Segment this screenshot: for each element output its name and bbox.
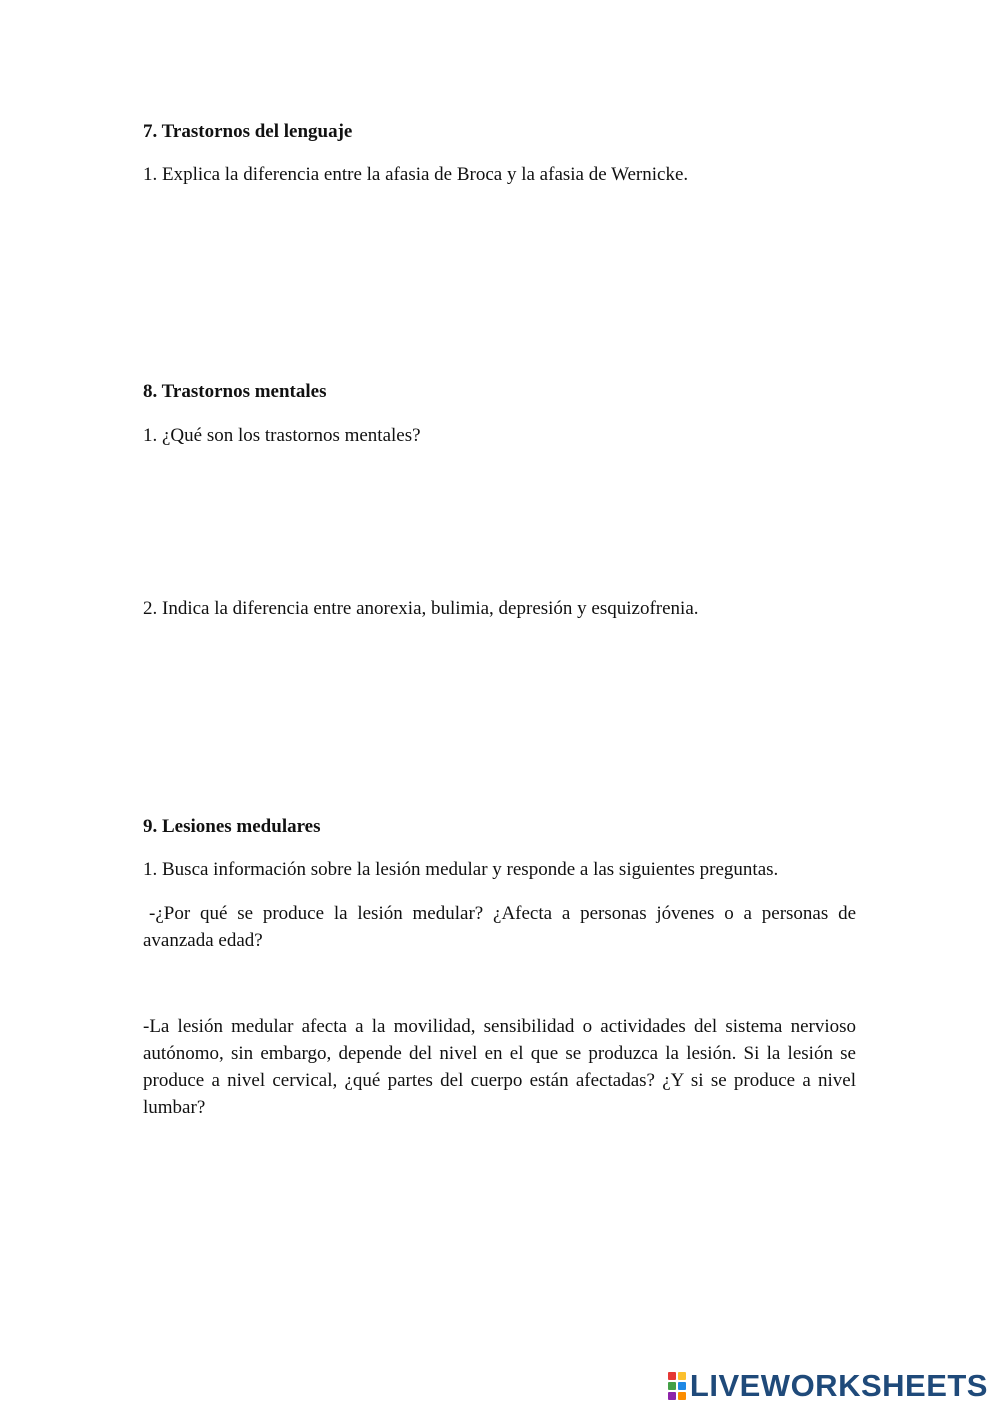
section-8-question-1: 1. ¿Qué son los trastornos mentales?	[143, 425, 421, 446]
logo-square	[668, 1382, 676, 1390]
section-9-question-1a: -¿Por qué se produce la lesión medular? ¿Afecta a personas jóvenes o a personas de avanzada edad?	[143, 903, 856, 951]
section-9-title: 9. Lesiones medulares	[143, 816, 321, 837]
section-9-question-1b: -La lesión medular afecta a la movilidad, sensibilidad o actividades del sistema nervioso autónomo, sin embargo, depende del nivel en el que se produzca la lesión. Si la lesión se produce a nivel cervical, ¿qué partes del cuerpo están afectadas? ¿Y si se produce a nivel lumbar?	[143, 1016, 856, 1118]
logo-square	[678, 1382, 686, 1390]
section-8-answer-area-1[interactable]	[143, 456, 856, 586]
section-8-title: 8. Trastornos mentales	[143, 381, 327, 402]
logo-square	[668, 1372, 676, 1380]
liveworksheets-wordmark: LIVEWORKSHEETS	[689, 1368, 988, 1403]
section-9-question-1: 1. Busca información sobre la lesión medular y responde a las siguientes preguntas.	[143, 859, 779, 880]
section-8-answer-area-2[interactable]	[143, 630, 856, 800]
section-7-answer-area[interactable]	[143, 195, 856, 365]
section-8-question-2: 2. Indica la diferencia entre anorexia, bulimia, depresión y esquizofrenia.	[143, 598, 699, 619]
liveworksheets-brand	[668, 1368, 988, 1404]
liveworksheets-logo-icon	[668, 1372, 686, 1400]
logo-square	[678, 1392, 686, 1400]
section-9-answer-area-1b[interactable]	[143, 1125, 856, 1325]
section-9-answer-area-1a[interactable]	[143, 958, 856, 1008]
section-7-title: 7. Trastornos del lenguaje	[143, 121, 353, 142]
logo-square	[678, 1372, 686, 1380]
logo-square	[668, 1392, 676, 1400]
section-7-question-1: 1. Explica la diferencia entre la afasia de Broca y la afasia de Wernicke.	[143, 164, 689, 185]
